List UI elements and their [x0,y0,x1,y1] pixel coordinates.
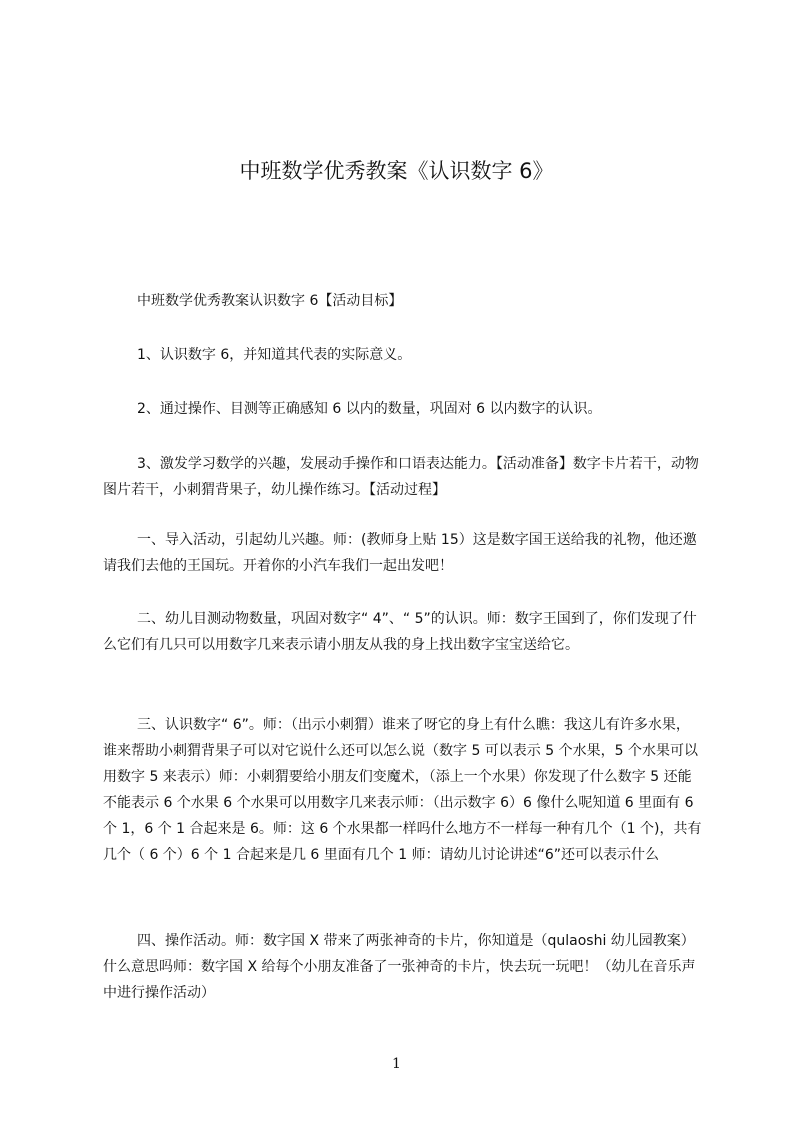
intro-paragraph: 中班数学优秀教案认识数字 6【活动目标】 [137,293,403,309]
goal-3-paragraph: 3、激发学习数学的兴趣，发展动手操作和口语表达能力。【活动准备】数字卡片若干，动物图片若干，小刺猬背果子，幼儿操作练习。【活动过程】 [103,456,699,498]
goal-1-paragraph: 1、认识数字 6，并知道其代表的实际意义。 [137,347,412,363]
goal-2-paragraph: 2、通过操作、目测等正确感知 6 以内的数量，巩固对 6 以内数字的认识。 [137,401,602,417]
page-title: 中班数学优秀教案《认识数字 6》 [239,159,554,184]
page-number: 1 [392,1056,401,1072]
step-1-paragraph: 一、导入活动，引起幼儿兴趣。师：(教师身上贴 15）这是数字国王送给我的礼物，他还邀请我们去他的王国玩。开着你的小汽车我们一起出发吧！ [103,532,697,574]
step-2-paragraph: 二、幼儿目测动物数量，巩固对数字“ 4”、“ 5”的认识。师：数字王国到了，你们发现了什么它们有几只可以用数字几来表示请小朋友从我的身上找出数字宝宝送给它。 [103,611,697,653]
step-4-paragraph: 四、操作活动。师：数字国 X 带来了两张神奇的卡片，你知道是（qulaoshi 幼儿园教案）什么意思吗师：数字国 X 给每个小朋友准备了一张神奇的卡片，快去玩一玩吧！（幼儿在音乐声中进行操作活动） [103,933,696,1001]
step-3-paragraph: 三、认识数字“ 6”。师：（出示小刺猬）谁来了呀它的身上有什么瞧：我这儿有许多水果，谁来帮助小刺猬背果子可以对它说什么还可以怎么说（数字 5 可以表示 5 个水果，5 个水果可以用数字 5 来表示）师：小刺猬要给小朋友们变魔术，（添上一个水果）你发现了什么数字 5 还能不能表示 6 个水果 6 个水果可以用数字几来表示师：（出示数字 6）6 像什么呢知道 6 里面有 6 个 1，6 个 1 合起来是 6。师：这 6 个水果都一样吗什么地方不一样每一种有几个（1 个)，共有几个（ 6 个）6 个 1 合起来是几 6 里面有几个 1 师：请幼儿讨论讲述“6”还可以表示什么 [103,717,702,863]
